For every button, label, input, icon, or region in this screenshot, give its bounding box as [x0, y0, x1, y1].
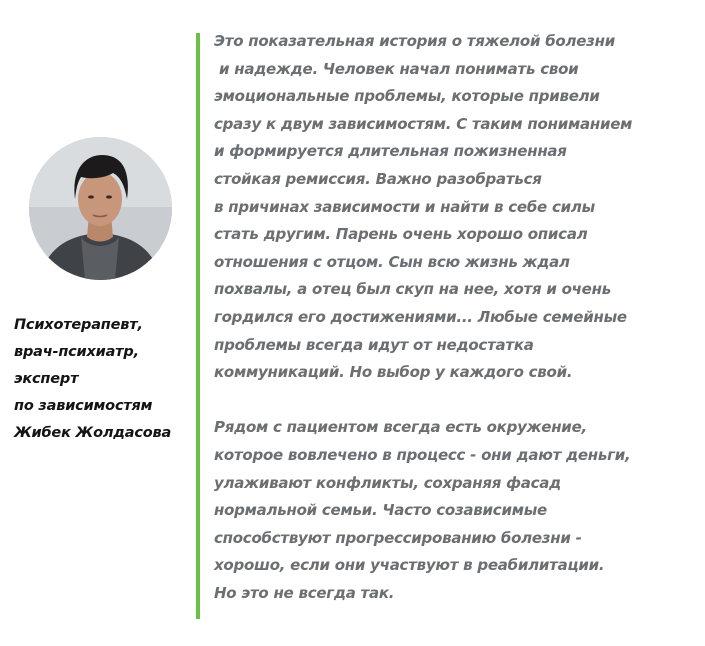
quote-line: улаживают конфликты, сохраняя фасад	[214, 473, 561, 492]
author-caption-line: эксперт	[14, 371, 79, 387]
quote-line: в причинах зависимости и найти в себе силы	[214, 197, 595, 216]
quote-line: похвалы, а отец был скуп на нее, хотя и очень	[214, 280, 611, 299]
author-portrait-image	[29, 137, 172, 280]
quote-line: гордился его достижениями... Любые семейные	[214, 307, 627, 326]
quote-line: и формируется длительная пожизненная	[214, 142, 567, 161]
quote-line: Рядом с пациентом всегда есть окружение,	[214, 418, 587, 437]
author-caption	[14, 312, 194, 447]
author-caption-line: врач-психиатр,	[14, 344, 139, 360]
quote-line: эмоциональные проблемы, которые привели	[214, 87, 600, 106]
quote-line: проблемы всегда идут от недостатка	[214, 335, 534, 354]
quote-line: нормальной семьи. Часто созависимые	[214, 501, 547, 520]
quote-paragraph-1	[214, 28, 699, 387]
author-caption-line: по зависимостям	[14, 398, 153, 414]
quote-line: стойкая ремиссия. Важно разобраться	[214, 169, 542, 188]
expert-quote	[214, 28, 699, 607]
quote-line: Но это не всегда так.	[214, 583, 395, 602]
author-photo	[29, 137, 172, 280]
quote-line: стать другим. Парень очень хорошо описал	[214, 225, 588, 244]
quote-line: коммуникаций. Но выбор у каждого свой.	[214, 363, 573, 382]
author-caption-line: Психотерапевт,	[14, 317, 143, 333]
quote-paragraph-2	[214, 414, 699, 607]
quote-line: Это показательная история о тяжелой болезни	[214, 32, 615, 50]
paragraph-spacer	[214, 387, 699, 415]
quote-accent-bar	[196, 33, 200, 619]
quote-line: и надежде. Человек начал понимать свои	[214, 59, 579, 78]
quote-line: которое вовлечено в процесс - они дают деньги,	[214, 445, 631, 464]
quote-line: хорошо, если они участвуют в реабилитации.	[214, 556, 605, 575]
quote-line: сразу к двум зависимостям. С таким пониманием	[214, 114, 633, 133]
quote-line: отношения с отцом. Сын всю жизнь ждал	[214, 252, 570, 271]
quote-line: способствуют прогрессированию болезни -	[214, 528, 582, 547]
author-caption-line: Жибек Жолдасова	[14, 425, 172, 441]
